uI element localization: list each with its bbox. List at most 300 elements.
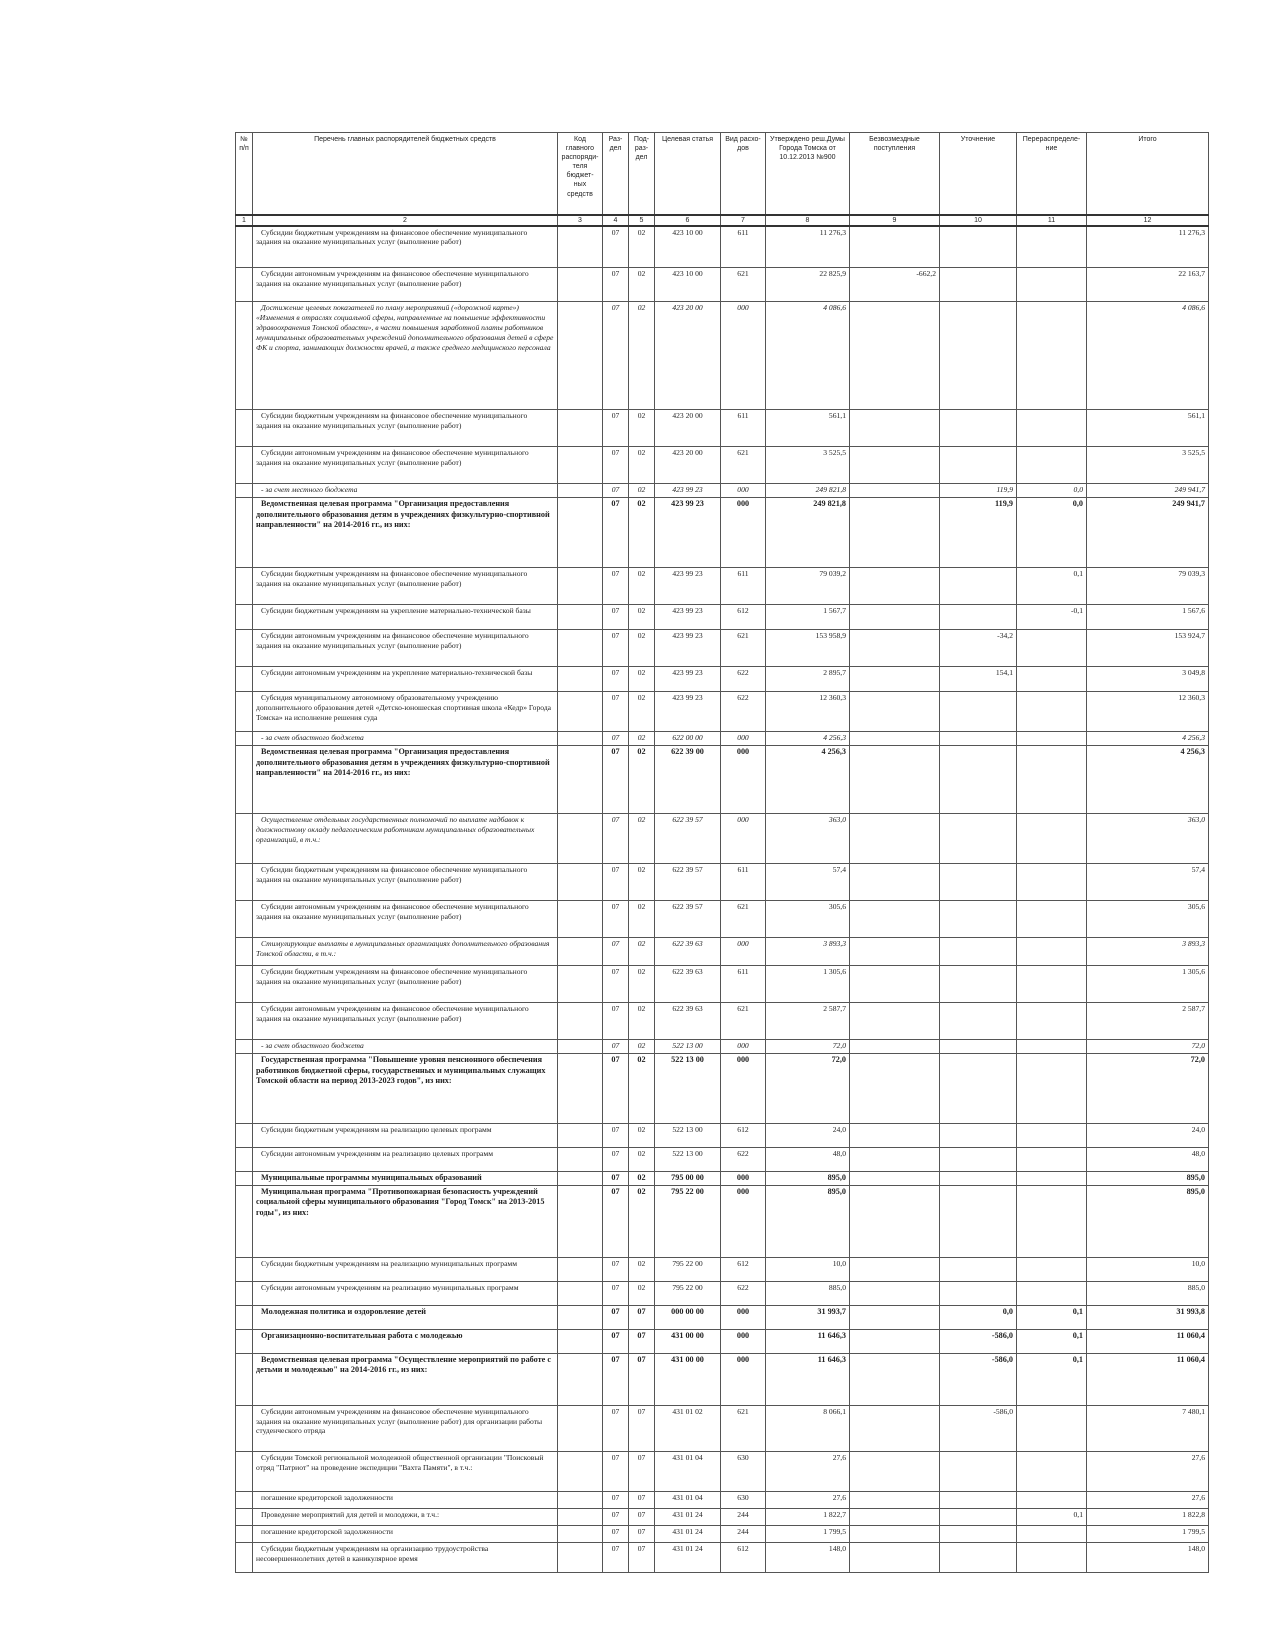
cell-grbs-code <box>558 410 603 447</box>
cell-approved: 3 893,3 <box>766 938 850 966</box>
cell-approved: 1 567,7 <box>766 605 850 630</box>
column-header: № п/п <box>236 133 253 215</box>
cell-total: 11 060,4 <box>1087 1353 1209 1405</box>
cell-target-article: 622 39 57 <box>655 814 721 864</box>
cell-expense-type: 000 <box>721 1305 766 1329</box>
cell-clarification: -586,0 <box>940 1329 1017 1353</box>
cell-grbs-code <box>558 1124 603 1148</box>
cell-expense-type: 621 <box>721 1405 766 1451</box>
cell-razdel: 07 <box>603 1353 629 1405</box>
cell-number <box>236 1451 253 1491</box>
cell-redistribution <box>1017 1405 1087 1451</box>
cell-target-article: 423 99 23 <box>655 484 721 498</box>
cell-target-article: 622 39 63 <box>655 966 721 1003</box>
cell-target-article: 431 01 24 <box>655 1508 721 1525</box>
table-row <box>236 746 1209 814</box>
cell-podrazdel: 02 <box>629 901 655 938</box>
cell-expense-type: 000 <box>721 1040 766 1054</box>
cell-gratuitous <box>850 226 940 268</box>
cell-total: 48,0 <box>1087 1148 1209 1172</box>
cell-description: - за счет областного бюджета <box>253 732 558 746</box>
cell-gratuitous <box>850 901 940 938</box>
cell-grbs-code <box>558 746 603 814</box>
cell-razdel: 07 <box>603 1542 629 1572</box>
cell-target-article: 423 99 23 <box>655 630 721 667</box>
cell-razdel: 07 <box>603 901 629 938</box>
cell-total: 12 360,3 <box>1087 692 1209 732</box>
cell-total: 885,0 <box>1087 1281 1209 1305</box>
cell-razdel: 07 <box>603 1185 629 1257</box>
cell-clarification <box>940 1542 1017 1572</box>
column-header: Перераспределе-ние <box>1017 133 1087 215</box>
cell-total: 561,1 <box>1087 410 1209 447</box>
cell-podrazdel: 02 <box>629 410 655 447</box>
cell-grbs-code <box>558 1281 603 1305</box>
cell-gratuitous <box>850 938 940 966</box>
cell-number <box>236 1491 253 1508</box>
cell-description: Субсидии бюджетным учреждениям на финансовое обеспечение муниципального задания на оказание муниципальных услуг (выполнение работ) <box>253 410 558 447</box>
cell-expense-type: 621 <box>721 630 766 667</box>
cell-total: 22 163,7 <box>1087 268 1209 302</box>
cell-expense-type: 000 <box>721 484 766 498</box>
cell-clarification <box>940 568 1017 605</box>
cell-gratuitous <box>850 1405 940 1451</box>
cell-expense-type: 621 <box>721 901 766 938</box>
cell-number <box>236 302 253 410</box>
cell-razdel: 07 <box>603 1525 629 1542</box>
cell-total: 249 941,7 <box>1087 498 1209 568</box>
cell-approved: 561,1 <box>766 410 850 447</box>
cell-redistribution: 0,1 <box>1017 1508 1087 1525</box>
table-row <box>236 410 1209 447</box>
cell-clarification <box>940 901 1017 938</box>
cell-razdel: 07 <box>603 630 629 667</box>
cell-approved: 72,0 <box>766 1040 850 1054</box>
cell-razdel: 07 <box>603 447 629 484</box>
cell-approved: 4 256,3 <box>766 746 850 814</box>
table-row <box>236 1451 1209 1491</box>
cell-number <box>236 605 253 630</box>
cell-gratuitous <box>850 1542 940 1572</box>
cell-expense-type: 630 <box>721 1451 766 1491</box>
cell-gratuitous <box>850 1054 940 1124</box>
cell-gratuitous <box>850 1040 940 1054</box>
cell-number <box>236 1305 253 1329</box>
cell-total: 3 525,5 <box>1087 447 1209 484</box>
cell-target-article: 431 01 24 <box>655 1525 721 1542</box>
cell-redistribution <box>1017 746 1087 814</box>
cell-gratuitous <box>850 1491 940 1508</box>
cell-approved: 153 958,9 <box>766 630 850 667</box>
column-header: Итого <box>1087 133 1209 215</box>
cell-target-article: 423 10 00 <box>655 268 721 302</box>
cell-description: Организационно-воспитательная работа с молодежью <box>253 1329 558 1353</box>
cell-number <box>236 667 253 692</box>
cell-number <box>236 568 253 605</box>
cell-gratuitous <box>850 864 940 901</box>
cell-gratuitous <box>850 1329 940 1353</box>
cell-total: 3 893,3 <box>1087 938 1209 966</box>
cell-podrazdel: 02 <box>629 1148 655 1172</box>
cell-target-article: 622 39 63 <box>655 1003 721 1040</box>
cell-redistribution: 0,0 <box>1017 484 1087 498</box>
cell-grbs-code <box>558 1305 603 1329</box>
cell-target-article: 423 10 00 <box>655 226 721 268</box>
cell-gratuitous <box>850 1257 940 1281</box>
cell-expense-type: 612 <box>721 1257 766 1281</box>
column-number-row <box>236 215 1209 226</box>
cell-gratuitous <box>850 447 940 484</box>
cell-total: 10,0 <box>1087 1257 1209 1281</box>
table-row <box>236 1305 1209 1329</box>
cell-approved: 148,0 <box>766 1542 850 1572</box>
cell-total: 7 480,1 <box>1087 1405 1209 1451</box>
cell-description: Субсидии бюджетным учреждениям на финансовое обеспечение муниципального задания на оказание муниципальных услуг (выполнение работ) <box>253 568 558 605</box>
cell-target-article: 622 39 63 <box>655 938 721 966</box>
cell-redistribution: 0,1 <box>1017 1353 1087 1405</box>
cell-target-article: 795 00 00 <box>655 1172 721 1186</box>
cell-number <box>236 1124 253 1148</box>
cell-approved: 12 360,3 <box>766 692 850 732</box>
table-row <box>236 814 1209 864</box>
cell-target-article: 423 20 00 <box>655 302 721 410</box>
cell-number <box>236 1003 253 1040</box>
cell-approved: 305,6 <box>766 901 850 938</box>
cell-clarification <box>940 1257 1017 1281</box>
cell-clarification: -586,0 <box>940 1405 1017 1451</box>
cell-redistribution <box>1017 410 1087 447</box>
cell-target-article: 795 22 00 <box>655 1281 721 1305</box>
cell-podrazdel: 02 <box>629 226 655 268</box>
cell-expense-type: 622 <box>721 692 766 732</box>
cell-target-article: 423 99 23 <box>655 498 721 568</box>
cell-number <box>236 1257 253 1281</box>
cell-gratuitous <box>850 667 940 692</box>
table-row <box>236 901 1209 938</box>
cell-total: 1 799,5 <box>1087 1525 1209 1542</box>
cell-description: Достижение целевых показателей по плану мероприятий («дорожной карте») «Изменения в отраслях социальной сферы, направленные на повышение эффективности здравоохранения Томской области», в части повышения заработной платы работников муниципальных образовательных учреждений дополнительного образования детей в сфере ФК и спорта, занимающих должности врачей, а также среднего медицинского персонала <box>253 302 558 410</box>
cell-expense-type: 612 <box>721 1124 766 1148</box>
cell-razdel: 07 <box>603 1451 629 1491</box>
cell-redistribution <box>1017 667 1087 692</box>
cell-description: - за счет местного бюджета <box>253 484 558 498</box>
column-header: Безвозмездные поступления <box>850 133 940 215</box>
cell-razdel: 07 <box>603 1054 629 1124</box>
cell-clarification <box>940 1054 1017 1124</box>
cell-expense-type: 611 <box>721 410 766 447</box>
cell-grbs-code <box>558 1542 603 1572</box>
cell-grbs-code <box>558 1353 603 1405</box>
cell-podrazdel: 07 <box>629 1525 655 1542</box>
cell-number <box>236 226 253 268</box>
table-row <box>236 1542 1209 1572</box>
table-row <box>236 732 1209 746</box>
cell-podrazdel: 02 <box>629 864 655 901</box>
cell-clarification <box>940 268 1017 302</box>
cell-target-article: 431 00 00 <box>655 1353 721 1405</box>
cell-redistribution <box>1017 1451 1087 1491</box>
cell-expense-type: 622 <box>721 1148 766 1172</box>
cell-gratuitous <box>850 1305 940 1329</box>
cell-approved: 885,0 <box>766 1281 850 1305</box>
cell-clarification <box>940 1281 1017 1305</box>
cell-number <box>236 1040 253 1054</box>
cell-podrazdel: 07 <box>629 1491 655 1508</box>
cell-podrazdel: 02 <box>629 447 655 484</box>
cell-expense-type: 244 <box>721 1508 766 1525</box>
cell-description: Субсидии Томской региональной молодежной общественной организации "Поисковый отряд "Патриот" на проведение экспедиции "Вахта Памяти", в т.ч.: <box>253 1451 558 1491</box>
cell-expense-type: 000 <box>721 498 766 568</box>
cell-approved: 249 821,8 <box>766 498 850 568</box>
cell-redistribution <box>1017 938 1087 966</box>
cell-target-article: 423 99 23 <box>655 667 721 692</box>
cell-clarification: -586,0 <box>940 1353 1017 1405</box>
cell-total: 11 276,3 <box>1087 226 1209 268</box>
cell-podrazdel: 02 <box>629 1185 655 1257</box>
cell-expense-type: 630 <box>721 1491 766 1508</box>
cell-approved: 11 646,3 <box>766 1353 850 1405</box>
cell-number <box>236 1054 253 1124</box>
cell-podrazdel: 07 <box>629 1542 655 1572</box>
cell-number <box>236 484 253 498</box>
cell-razdel: 07 <box>603 692 629 732</box>
cell-total: 3 049,8 <box>1087 667 1209 692</box>
cell-description: погашение кредиторской задолженности <box>253 1491 558 1508</box>
column-number: 12 <box>1087 215 1209 226</box>
cell-total: 27,6 <box>1087 1491 1209 1508</box>
cell-razdel: 07 <box>603 864 629 901</box>
cell-target-article: 795 22 00 <box>655 1257 721 1281</box>
cell-podrazdel: 07 <box>629 1305 655 1329</box>
cell-razdel: 07 <box>603 1508 629 1525</box>
table-row <box>236 484 1209 498</box>
cell-gratuitous <box>850 732 940 746</box>
cell-description: Молодежная политика и оздоровление детей <box>253 1305 558 1329</box>
cell-approved: 1 799,5 <box>766 1525 850 1542</box>
table-row <box>236 1040 1209 1054</box>
cell-gratuitous <box>850 1353 940 1405</box>
cell-podrazdel: 02 <box>629 568 655 605</box>
cell-redistribution <box>1017 901 1087 938</box>
cell-podrazdel: 07 <box>629 1451 655 1491</box>
cell-podrazdel: 02 <box>629 1054 655 1124</box>
column-header: Раз-дел <box>603 133 629 215</box>
cell-grbs-code <box>558 814 603 864</box>
table-row <box>236 268 1209 302</box>
cell-clarification <box>940 605 1017 630</box>
cell-gratuitous <box>850 302 940 410</box>
cell-clarification <box>940 864 1017 901</box>
cell-gratuitous <box>850 1508 940 1525</box>
cell-expense-type: 244 <box>721 1525 766 1542</box>
cell-grbs-code <box>558 1054 603 1124</box>
column-number: 7 <box>721 215 766 226</box>
table-row <box>236 226 1209 268</box>
cell-clarification: 119,9 <box>940 498 1017 568</box>
cell-clarification <box>940 1124 1017 1148</box>
cell-grbs-code <box>558 1508 603 1525</box>
cell-gratuitous <box>850 1172 940 1186</box>
column-number: 6 <box>655 215 721 226</box>
cell-podrazdel: 02 <box>629 1124 655 1148</box>
cell-redistribution <box>1017 447 1087 484</box>
cell-description: Субсидии автономным учреждениям на реализацию муниципальных программ <box>253 1281 558 1305</box>
cell-approved: 2 587,7 <box>766 1003 850 1040</box>
cell-total: 153 924,7 <box>1087 630 1209 667</box>
cell-grbs-code <box>558 226 603 268</box>
cell-grbs-code <box>558 1148 603 1172</box>
cell-approved: 895,0 <box>766 1185 850 1257</box>
cell-redistribution <box>1017 692 1087 732</box>
cell-description: Субсидии автономным учреждениям на финансовое обеспечение муниципального задания на оказание муниципальных услуг (выполнение работ) <box>253 1003 558 1040</box>
cell-number <box>236 1148 253 1172</box>
cell-description: Муниципальная программа "Противопожарная безопасность учреждений социальной сферы муниципального образования "Город Томск" на 2013-2015 годы", из них: <box>253 1185 558 1257</box>
cell-number <box>236 1185 253 1257</box>
cell-clarification <box>940 1525 1017 1542</box>
cell-podrazdel: 02 <box>629 692 655 732</box>
cell-approved: 11 276,3 <box>766 226 850 268</box>
cell-approved: 11 646,3 <box>766 1329 850 1353</box>
cell-razdel: 07 <box>603 746 629 814</box>
cell-expense-type: 622 <box>721 667 766 692</box>
cell-number <box>236 938 253 966</box>
table-row <box>236 447 1209 484</box>
table-row <box>236 568 1209 605</box>
cell-podrazdel: 02 <box>629 302 655 410</box>
cell-redistribution <box>1017 1257 1087 1281</box>
table-body <box>236 226 1209 1573</box>
cell-redistribution: 0,1 <box>1017 568 1087 605</box>
cell-description: Субсидии бюджетным учреждениям на реализацию муниципальных программ <box>253 1257 558 1281</box>
cell-clarification <box>940 226 1017 268</box>
cell-description: Муниципальные программы муниципальных образований <box>253 1172 558 1186</box>
cell-clarification <box>940 1172 1017 1186</box>
cell-target-article: 423 99 23 <box>655 605 721 630</box>
cell-number <box>236 1329 253 1353</box>
cell-redistribution <box>1017 1185 1087 1257</box>
table-row <box>236 1405 1209 1451</box>
cell-gratuitous <box>850 630 940 667</box>
cell-podrazdel: 02 <box>629 746 655 814</box>
cell-approved: 79 039,2 <box>766 568 850 605</box>
cell-gratuitous <box>850 410 940 447</box>
cell-description: Субсидии автономным учреждениям на финансовое обеспечение муниципального задания на оказание муниципальных услуг (выполнение работ) <box>253 268 558 302</box>
cell-approved: 4 086,6 <box>766 302 850 410</box>
table-row <box>236 1124 1209 1148</box>
table-row <box>236 938 1209 966</box>
cell-target-article: 000 00 00 <box>655 1305 721 1329</box>
cell-clarification <box>940 410 1017 447</box>
column-number: 5 <box>629 215 655 226</box>
column-header: Утверждено реш.Думы Города Томска от 10.12.2013 №900 <box>766 133 850 215</box>
cell-gratuitous <box>850 484 940 498</box>
cell-description: Субсидии бюджетным учреждениям на организацию трудоустройства несовершеннолетних детей в каникулярное время <box>253 1542 558 1572</box>
cell-redistribution <box>1017 630 1087 667</box>
cell-approved: 3 525,5 <box>766 447 850 484</box>
cell-grbs-code <box>558 667 603 692</box>
cell-expense-type: 000 <box>721 814 766 864</box>
column-header: Перечень главных распорядителей бюджетных средств <box>253 133 558 215</box>
cell-razdel: 07 <box>603 1172 629 1186</box>
cell-podrazdel: 02 <box>629 938 655 966</box>
cell-gratuitous <box>850 1525 940 1542</box>
cell-podrazdel: 02 <box>629 630 655 667</box>
column-header: Код главного распоряди-теля бюджет-ных средств <box>558 133 603 215</box>
cell-number <box>236 1542 253 1572</box>
cell-gratuitous: -662,2 <box>850 268 940 302</box>
table-row <box>236 1172 1209 1186</box>
cell-approved: 2 895,7 <box>766 667 850 692</box>
cell-total: 4 086,6 <box>1087 302 1209 410</box>
cell-clarification: 0,0 <box>940 1305 1017 1329</box>
cell-podrazdel: 02 <box>629 605 655 630</box>
cell-razdel: 07 <box>603 1305 629 1329</box>
cell-clarification: 154,1 <box>940 667 1017 692</box>
cell-grbs-code <box>558 568 603 605</box>
cell-razdel: 07 <box>603 966 629 1003</box>
cell-podrazdel: 02 <box>629 732 655 746</box>
cell-target-article: 431 01 04 <box>655 1491 721 1508</box>
table-row <box>236 1281 1209 1305</box>
cell-expense-type: 611 <box>721 568 766 605</box>
cell-podrazdel: 02 <box>629 268 655 302</box>
cell-grbs-code <box>558 864 603 901</box>
cell-target-article: 522 13 00 <box>655 1124 721 1148</box>
cell-redistribution <box>1017 1003 1087 1040</box>
cell-target-article: 795 22 00 <box>655 1185 721 1257</box>
cell-podrazdel: 07 <box>629 1329 655 1353</box>
cell-description: - за счет областного бюджета <box>253 1040 558 1054</box>
cell-gratuitous <box>850 1281 940 1305</box>
cell-total: 2 587,7 <box>1087 1003 1209 1040</box>
cell-description: Проведение мероприятий для детей и молодежи, в т.ч.: <box>253 1508 558 1525</box>
cell-grbs-code <box>558 1172 603 1186</box>
cell-redistribution <box>1017 268 1087 302</box>
cell-podrazdel: 02 <box>629 1040 655 1054</box>
cell-description: Субсидии бюджетным учреждениям на финансовое обеспечение муниципального задания на оказание муниципальных услуг (выполнение работ) <box>253 864 558 901</box>
cell-number <box>236 1508 253 1525</box>
cell-podrazdel: 02 <box>629 667 655 692</box>
cell-expense-type: 000 <box>721 732 766 746</box>
cell-razdel: 07 <box>603 410 629 447</box>
column-header: Вид расхо-дов <box>721 133 766 215</box>
cell-clarification <box>940 1185 1017 1257</box>
cell-description: погашение кредиторской задолженности <box>253 1525 558 1542</box>
cell-expense-type: 612 <box>721 1542 766 1572</box>
cell-expense-type: 000 <box>721 302 766 410</box>
cell-target-article: 423 20 00 <box>655 447 721 484</box>
cell-podrazdel: 02 <box>629 966 655 1003</box>
cell-total: 1 822,8 <box>1087 1508 1209 1525</box>
cell-total: 4 256,3 <box>1087 746 1209 814</box>
cell-redistribution <box>1017 1281 1087 1305</box>
cell-clarification: -34,2 <box>940 630 1017 667</box>
cell-total: 24,0 <box>1087 1124 1209 1148</box>
cell-razdel: 07 <box>603 498 629 568</box>
cell-gratuitous <box>850 1451 940 1491</box>
table-row <box>236 1257 1209 1281</box>
cell-total: 72,0 <box>1087 1040 1209 1054</box>
cell-description: Ведомственная целевая программа "Организация предоставления дополнительного образования детям в учреждениях физкультурно-спортивной направленности" на 2014-2016 гг., из них: <box>253 746 558 814</box>
cell-redistribution <box>1017 1525 1087 1542</box>
cell-number <box>236 1281 253 1305</box>
cell-number <box>236 1172 253 1186</box>
cell-expense-type: 621 <box>721 447 766 484</box>
cell-number <box>236 1353 253 1405</box>
budget-table-sheet <box>235 132 1208 1573</box>
cell-description: Субсидии автономным учреждениям на финансовое обеспечение муниципального задания на оказание муниципальных услуг (выполнение работ) <box>253 901 558 938</box>
table-row <box>236 966 1209 1003</box>
